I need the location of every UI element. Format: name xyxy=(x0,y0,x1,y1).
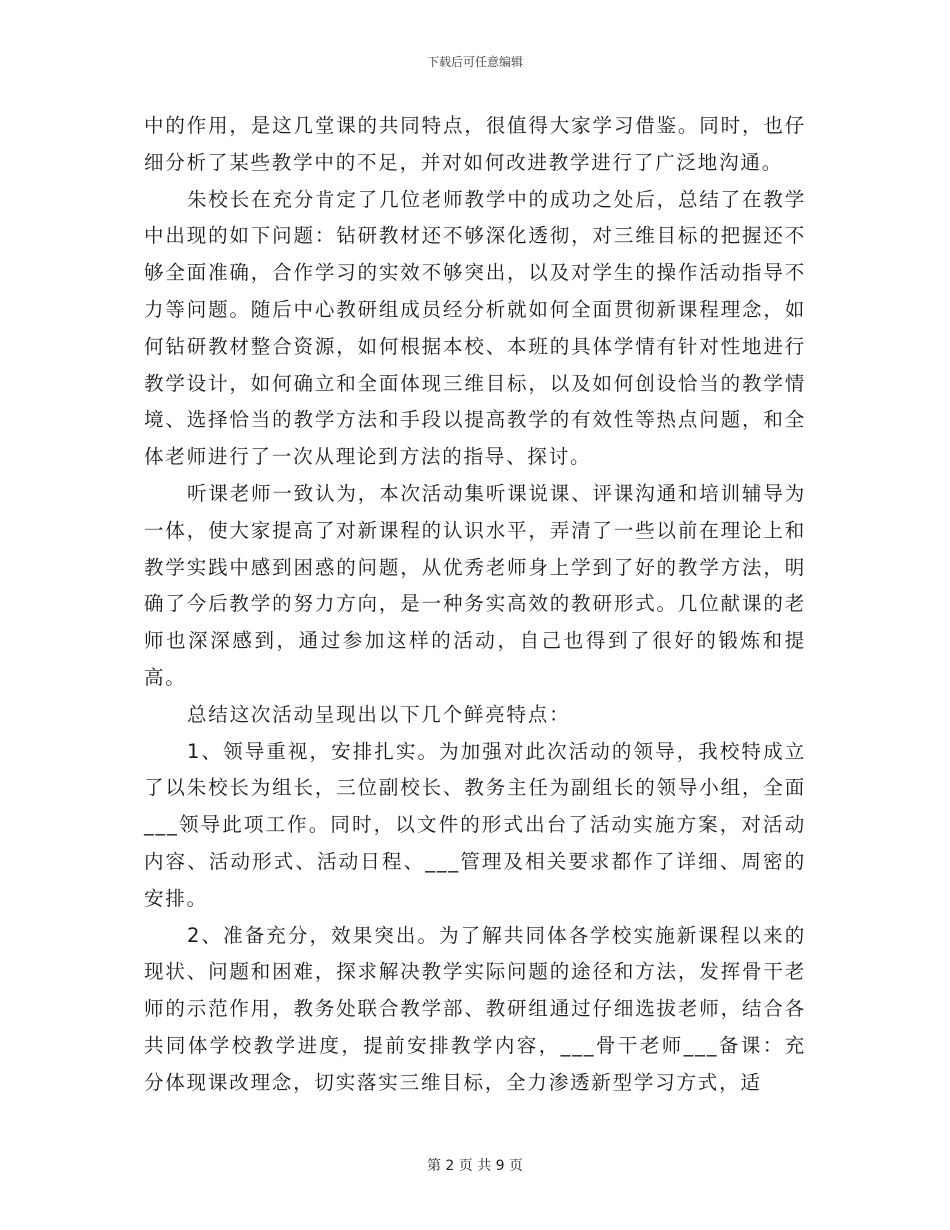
body-paragraph: 听课老师一致认为，本次活动集听课说课、评课沟通和培训辅导为一体，使大家提高了对新课程的认识水平，弄清了一些以前在理论上和教学实践中感到困惑的问题，从优秀老师身上学到了好的教学方法，明确了今后教学的努力方向，是一种务实高效的教研形式。几位献课的老师也深深感到，通过参加这样的活动，自己也得到了很好的锻炼和提高。 xyxy=(144,481,806,689)
body-paragraph: 2、准备充分，效果突出。为了解共同体各学校实施新课程以来的现状、问题和困难，探求解决教学实际问题的途径和方法，发挥骨干老师的示范作用，教务处联合教学部、教研组通过仔细选拔老师，结合各共同体学校教学进度，提前安排教学内容，___骨干老师___备课：充分体现课改理念，切实落实三维目标，全力渗透新型学习方式，适 xyxy=(144,923,806,1094)
page-header: 下载后可任意编辑 xyxy=(426,55,523,69)
page-number: 第 2 页 共 9 页 xyxy=(426,1158,524,1174)
body-paragraph: 朱校长在充分肯定了几位老师教学中的成功之处后，总结了在教学中出现的如下问题：钻研教材还不够深化透彻，对三维目标的把握还不够全面准确，合作学习的实效不够突出，以及对学生的操作活动指导不力等问题。随后中心教研组成员经分析就如何全面贯彻新课程理念，如何钻研教材整合资源，如何根据本校、本班的具体学情有针对性地进行教学设计，如何确立和全面体现三维目标，以及如何创设恰当的教学情境、选择恰当的教学方法和手段以提高教学的有效性等热点问题，和全体老师进行了一次从理论到方法的指导、探讨。 xyxy=(144,187,806,469)
document-body xyxy=(144,108,806,1102)
body-paragraph: 1、领导重视，安排扎实。为加强对此次活动的领导，我校特成立了以朱校长为组长，三位副校长、教务主任为副组长的领导小组，全面___领导此项工作。同时，以文件的形式出台了活动实施方案，对活动内容、活动形式、活动日程、___管理及相关要求都作了详细、周密的安排。 xyxy=(144,739,806,910)
body-paragraph: 中的作用，是这几堂课的共同特点，很值得大家学习借鉴。同时，也仔细分析了某些教学中的不足，并对如何改进教学进行了广泛地沟通。 xyxy=(144,114,806,174)
body-paragraph: 总结这次活动呈现出以下几个鲜亮特点： xyxy=(187,702,571,726)
